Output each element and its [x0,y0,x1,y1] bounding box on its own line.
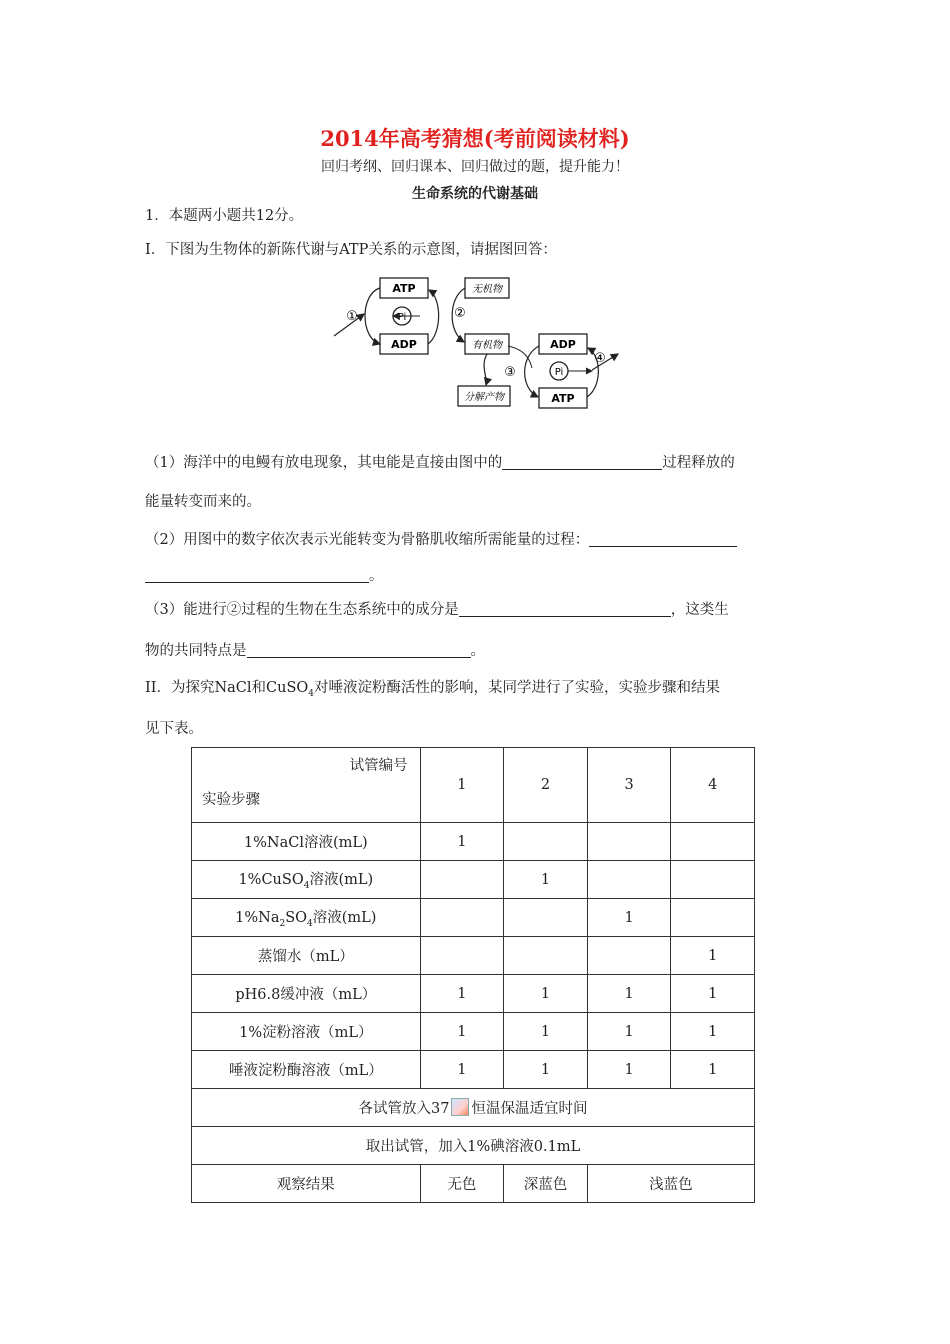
page-title: 2014年高考猜想(考前阅读材料) [320,126,630,151]
label-step-1: ① [346,309,358,324]
atp-label-left: ATP [392,282,416,295]
row-label-cuso4: 1%CuSO$_4$溶液(mL) [192,861,421,899]
tube-number-1: 1 [420,748,504,823]
temperature-unit-icon [451,1098,469,1116]
tube-number-4: 4 [671,748,755,823]
adp-label-right: ADP [550,338,576,351]
row-label-nacl: 1%NaCl溶液(mL) [192,823,421,861]
header-tube-number: 试管编号 [349,758,408,774]
row-label-amylase: 唾液淀粉酶溶液（mL） [192,1051,421,1089]
cell-value: 1 [420,1013,504,1051]
cell-value: 1 [587,975,671,1013]
table-row [192,1051,755,1089]
table-row [192,975,755,1013]
page-subtitle: 回归考纲、回归课本、回归做过的题，提升能力！ [321,159,629,175]
answer-blank-1[interactable] [502,454,662,470]
cell-value [504,899,588,937]
label-step-4: ④ [594,351,606,366]
atp-metabolism-diagram [330,270,620,415]
answer-blank-2a[interactable] [589,531,737,547]
incubate-step: 各试管放入37 恒温保温适宜时间 [192,1089,755,1127]
cell-value [504,937,588,975]
arrow-organic-to-products [484,354,487,385]
question-intro: 1．本题两小题共12分。 [145,208,304,224]
row-label-buffer: pH6.8缓冲液（mL） [192,975,421,1013]
pi-label-right: Pi [554,367,564,378]
subquestion-1-cont: 能量转变而来的。 [145,494,261,510]
cell-value [420,899,504,937]
cell-value [587,823,671,861]
cell-value: 1 [587,899,671,937]
cell-value: 1 [671,975,755,1013]
cell-value [504,823,588,861]
cell-value [671,899,755,937]
atp-label-right: ATP [551,392,575,405]
cell-value: 1 [671,937,755,975]
table-row [192,823,755,861]
cell-value [671,823,755,861]
cell-value [671,861,755,899]
result-tube-1: 无色 [420,1165,504,1203]
iodine-step: 取出试管，加入1%碘溶液0.1mL [192,1127,755,1165]
table-row-results [192,1165,755,1203]
table-row [192,861,755,899]
label-step-2: ② [454,306,466,321]
part2-intro: II．为探究NaCl和CuSO$_4$对唾液淀粉酶活性的影响，某同学进行了实验，实验步骤和结果 [145,680,721,699]
header-diagonal-cell [192,748,421,823]
row-label-na2so4: $1\%Na_2SO_4$溶液(mL) [192,899,421,937]
inorganic-label: 无机物 [472,284,502,295]
tube-number-3: 3 [587,748,671,823]
cell-value: 1 [671,1013,755,1051]
products-label: 分解产物 [464,392,504,403]
row-label-water: 蒸馏水（mL） [192,937,421,975]
arrow-right-outer [525,346,539,397]
experiment-table [191,747,755,1203]
cell-value: 1 [420,823,504,861]
cell-value: 1 [504,975,588,1013]
result-tube-3-4: 浅蓝色 [587,1165,754,1203]
cell-value [587,861,671,899]
cell-value [420,937,504,975]
table-row [192,899,755,937]
header-steps: 实验步骤 [202,792,260,808]
subquestion-1: （1）海洋中的电鳗有放电现象，其电能是直接由图中的 过程释放的 [145,455,735,471]
cell-value: 1 [504,861,588,899]
table-row [192,1013,755,1051]
part1-intro: I．下图为生物体的新陈代谢与ATP关系的示意图，请据图回答： [145,242,557,258]
answer-blank-3b[interactable] [247,642,471,658]
table-header-row [192,748,755,823]
cell-value: 1 [587,1013,671,1051]
cell-value: 1 [504,1051,588,1089]
cell-value [587,937,671,975]
table-row [192,937,755,975]
result-tube-2: 深蓝色 [504,1165,588,1203]
arrow-left-outer [365,288,380,344]
result-label: 观察结果 [192,1165,421,1203]
subquestion-3: （3）能进行②过程的生物在生态系统中的成分是 ，这类生 [145,602,729,618]
subquestion-2: （2）用图中的数字依次表示光能转变为骨骼肌收缩所需能量的过程： [145,528,737,549]
adp-label-left: ADP [391,338,417,351]
cell-value: 1 [504,1013,588,1051]
label-step-3: ③ [504,365,516,380]
table-row-iodine [192,1127,755,1165]
cell-value: 1 [420,1051,504,1089]
section-heading: 生命系统的代谢基础 [412,186,538,202]
organic-label: 有机物 [472,340,502,351]
subquestion-2-cont: 。 [145,564,384,585]
arrow-left-inner [428,290,439,344]
table-row-incubate [192,1089,755,1127]
row-label-starch: 1%淀粉溶液（mL） [192,1013,421,1051]
pi-label-left: Pi [397,312,407,323]
subquestion-3-cont: 物的共同特点是 。 [145,643,485,659]
cell-value: 1 [587,1051,671,1089]
cell-value: 1 [420,975,504,1013]
tube-number-2: 2 [504,748,588,823]
answer-blank-3a[interactable] [459,601,671,617]
answer-blank-2b[interactable] [145,567,369,583]
cell-value: 1 [671,1051,755,1089]
part2-intro-cont: 见下表。 [145,721,203,737]
cell-value [420,861,504,899]
